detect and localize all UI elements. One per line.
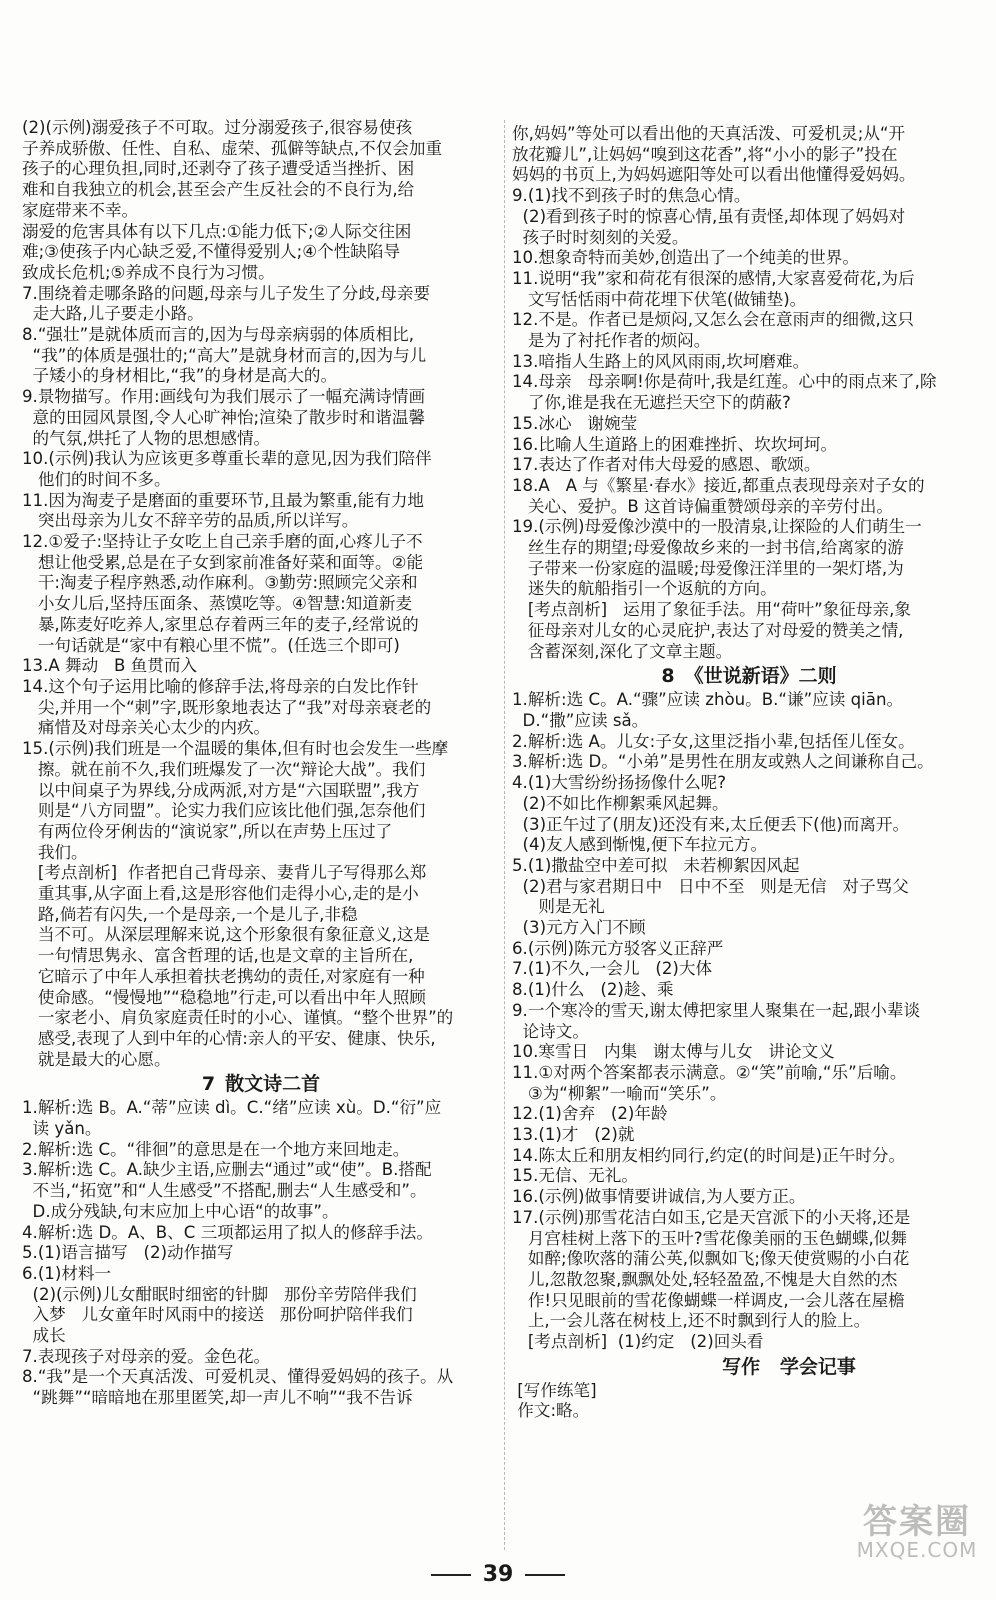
text-line: 使命感。“慢慢地”“稳稳地”行走,可以看出中年人照顾 — [22, 987, 426, 1007]
text-line: 6.(1)材料一 — [22, 1263, 112, 1283]
text-line: (2)(示例)儿女酣眠时细密的针脚 那份辛劳陪伴我们 — [22, 1284, 417, 1304]
text-line: 它暗示了中年人承担着扶老携幼的责任,对家庭有一种 — [22, 966, 425, 986]
text-line: [考点剖析] 作者把自己背母亲、妻背儿子写得那么郑 — [22, 863, 427, 883]
text-line: 9.一个寒冷的雪天,谢太傅把家里人聚集在一起,跟小辈谈 — [512, 1000, 921, 1020]
text-line: 感受,表现了人到中年的心情:亲人的平安、健康、快乐, — [22, 1028, 436, 1048]
text-line: 18.A A 与《繁星·春水》接近,都重点表现母亲对子女的 — [512, 475, 925, 495]
section-number: 7 — [201, 1073, 216, 1096]
text-line: 作!只见眼前的雪花像蝴蝶一样调皮,一会儿落在屋檐 — [512, 1290, 905, 1310]
text-line: 6.(示例)陈元方驳客义正辞严 — [512, 938, 724, 958]
writing-heading — [592, 1354, 986, 1380]
text-line: 致成长危机;⑤养成不良行为习惯。 — [22, 262, 275, 282]
text-line: 如醉;像吹落的蒲公英,似飘如飞;像天使赏赐的小白花 — [512, 1249, 910, 1269]
text-line: 征母亲对儿女的心灵庇护,表达了对母爱的赞美之情, — [512, 620, 904, 640]
text-line: 1.解析:选 C。A.“骤”应读 zhòu。B.“谦”应读 qiān。 — [512, 690, 904, 710]
text-line: 意的田园风景图,令人心旷神怡;渲染了散步时和谐温馨 — [22, 407, 426, 427]
text-line: 10.寒雪日 内集 谢太傅与儿女 讲论文义 — [512, 1042, 835, 1062]
text-line: 19.(示例)母爱像沙漠中的一股清泉,让探险的人们萌生一 — [512, 517, 922, 537]
text-line: 路,倘若有闪失,一个是母亲,一个是儿子,非稳 — [22, 904, 358, 924]
text-line: 16.(示例)做事情要讲诚信,为人要方正。 — [512, 1187, 806, 1207]
text-line: 痛惜及对母亲关心太少的内疚。 — [22, 718, 271, 738]
text-line: 则是无礼 — [512, 897, 605, 917]
text-line: 11.①对两个答案都表示满意。②“笑”前喻,“乐”后喻。 — [512, 1062, 907, 1082]
text-line: 15.冰心 谢婉莹 — [512, 413, 638, 433]
page-footer — [0, 1562, 996, 1587]
text-line: 12.不是。作者已是烦闷,又怎么会在意雨声的细微,这只 — [512, 310, 915, 330]
text-line: (2)不如比作柳絮乘风起舞。 — [512, 793, 729, 813]
text-line: 溺爱的危害具体有以下几点:①能力低下;②人际交往困 — [22, 221, 412, 241]
right-answers-section-8 — [512, 690, 986, 1353]
section-heading-7 — [22, 1071, 500, 1097]
text-line: 13.A 舞动 B 鱼贯而入 — [22, 656, 198, 676]
text-line: 10.(示例)我认为应该更多尊重长辈的意见,因为我们陪伴 — [22, 449, 432, 469]
text-line: [写作练笔] — [512, 1380, 597, 1400]
text-line: 一家老小、肩负家庭责任时的小心、谨慎。“整个世界”的 — [22, 1008, 454, 1028]
left-answers-section-7 — [22, 1098, 500, 1409]
text-line: 孩子的心理负担,同时,还剥夺了孩子遭受适当挫折、困 — [22, 159, 415, 179]
writing-title: 写作 学会记事 — [722, 1355, 856, 1378]
text-line: 一句情思隽永、富含哲理的话,也是文章的主旨所在, — [22, 946, 414, 966]
text-line: 小女儿后,坚持压面条、蒸馍吃等。④智慧:知道新麦 — [22, 594, 413, 614]
text-line: 妈妈的书页上,为妈妈遮阳等处可以看出他懂得爱妈妈。 — [512, 165, 916, 185]
text-line: 3.解析:选 C。A.缺少主语,应删去“通过”或“使”。B.搭配 — [22, 1160, 432, 1180]
text-line: 17.(示例)那雪花洁白如玉,它是天宫派下的小天将,还是 — [512, 1207, 911, 1227]
text-line: [考点剖析] 运用了象征手法。用“荷叶”象征母亲,象 — [512, 600, 911, 620]
text-line: 9.(1)找不到孩子时的焦急心情。 — [512, 186, 751, 206]
watermark-line1: 答案圈 — [863, 1502, 971, 1542]
text-line: 子带来一份家庭的温暖;母爱像汪洋里的一架灯塔,为 — [512, 558, 904, 578]
section-number: 8 — [661, 665, 675, 688]
page-number: 39 — [482, 1562, 514, 1587]
watermark-line2: MXQE.COM — [856, 1538, 978, 1562]
text-line: 走大路,儿子要走小路。 — [22, 304, 204, 324]
text-line: 文写恬恬雨中荷花埋下伏笔(做铺垫)。 — [512, 289, 807, 309]
text-line: 2.解析:选 A。儿女:子女,这里泛指小辈,包括侄儿侄女。 — [512, 731, 915, 751]
text-line: 想让他受累,总是在子女到家前准备好菜和面等。②能 — [22, 552, 424, 572]
text-line: (2)看到孩子时的惊喜心情,虽有责怪,却体现了妈妈对 — [512, 206, 906, 226]
text-line: 8.“强壮”是就体质而言的,因为与母亲病弱的体质相比, — [22, 325, 415, 345]
text-line: 11.因为淘麦子是磨面的重要环节,且最为繁重,能有力地 — [22, 490, 425, 510]
section-title: 《世说新语》二则 — [684, 665, 837, 688]
text-line: 是为了衬托作者的烦闷。 — [512, 331, 711, 351]
text-line: 含蓄深刻,深化了文章主题。 — [512, 641, 733, 661]
text-line: ③为“柳絮”一喻而“笑乐”。 — [512, 1083, 727, 1103]
text-line: 13.喑指人生路上的风风雨雨,坎坷磨难。 — [512, 351, 810, 371]
text-line: (2)君与家君期日中 日中不至 则是无信 对子骂父 — [512, 876, 909, 896]
text-line: 8.(1)什么 (2)趁、乘 — [512, 980, 674, 1000]
text-line: 7.围绕着走哪条路的问题,母亲与儿子发生了分歧,母亲要 — [22, 283, 431, 303]
text-line: 作文:略。 — [512, 1401, 590, 1421]
section-heading-8 — [512, 663, 986, 689]
text-line: 擦。就在前不久,我们班爆发了一次“辩论大战”。我们 — [22, 759, 426, 779]
text-line: 5.(1)语言描写 (2)动作描写 — [22, 1243, 234, 1263]
text-line: 7.表现孩子对母亲的爱。金色花。 — [22, 1346, 271, 1366]
text-line: 有两位伶牙俐齿的“演说家”,所以在声势上压过了 — [22, 821, 393, 841]
right-answers — [512, 124, 986, 662]
text-line: 则是“八方同盟”。论实力我们应该比他们强,怎奈他们 — [22, 801, 426, 821]
text-line: 干:淘麦子程序熟悉,动作麻利。③勤劳:照顾完父亲和 — [22, 573, 418, 593]
text-line: 难;③使孩子内心缺乏爱,不懂得爱别人;④个性缺陷导 — [22, 242, 401, 262]
section-title: 散文诗二首 — [225, 1073, 321, 1096]
text-line: 尖,并用一个“刺”字,既形象地表达了“我”对母亲衰老的 — [22, 697, 432, 717]
text-line: 9.景物描写。作用:画线句为我们展示了一幅充满诗情画 — [22, 387, 426, 407]
text-line: 子矮小的身材相比,“我”的身材是高大的。 — [22, 366, 338, 386]
left-answers — [22, 118, 500, 1070]
writing-practice — [512, 1381, 986, 1422]
text-line: 8.“我”是一个天真活泼、可爱机灵、懂得爱妈妈的孩子。从 — [22, 1367, 454, 1387]
text-line: 我们。 — [22, 842, 88, 862]
text-line: D.“撒”应读 sǎ。 — [512, 710, 649, 730]
footer-dash-right — [525, 1574, 565, 1576]
text-line: 14.这个句子运用比喻的修辞手法,将母亲的白发比作针 — [22, 676, 419, 696]
text-line: 2.解析:选 C。“徘徊”的意思是在一个地方来回地走。 — [22, 1139, 410, 1159]
text-line: 以中间桌子为界线,分成两派,对方是“六国联盟”,我方 — [22, 780, 420, 800]
text-line: 月宫桂树上落下的玉叶?雪花像美丽的玉色蝴蝶,似舞 — [512, 1228, 907, 1248]
text-line: 的气氛,烘托了人物的思想感情。 — [22, 428, 271, 448]
text-line: 14.母亲 母亲啊!你是荷叶,我是红莲。心中的雨点来了,除 — [512, 372, 937, 392]
text-line: (3)元方入门不顾 — [512, 918, 646, 938]
text-line: 不当,“拓宽”和“人生感受”不搭配,删去“人生感受和”。 — [22, 1181, 427, 1201]
watermark-logo — [852, 1502, 982, 1588]
text-line: 重其事,从字面上看,这是形容他们走得小心,走的是小 — [22, 884, 419, 904]
text-line: 12.①爱子:坚持让子女吃上自己亲手磨的面,心疼儿子不 — [22, 532, 423, 552]
text-line: 暴,陈麦好吃养人,家里总存着两三年的麦子,经常说的 — [22, 614, 419, 634]
text-line: 难和自我独立的机会,甚至会产生反社会的不良行为,给 — [22, 180, 415, 200]
text-line: 成长 — [22, 1326, 66, 1346]
text-line: 5.(1)撒盐空中差可拟 未若柳絮因风起 — [512, 855, 800, 875]
column-divider — [504, 120, 506, 1550]
text-line: 读 yǎn。 — [22, 1119, 102, 1139]
text-line: 迷失的航船指引一个返航的方向。 — [512, 579, 777, 599]
text-line: 他们的时间不多。 — [22, 469, 171, 489]
text-line: 12.(1)舍弃 (2)年龄 — [512, 1104, 668, 1124]
text-line: 14.陈太丘和朋友相约同行,约定(的时间是)正午时分。 — [512, 1145, 906, 1165]
text-line: 孩子时时刻刻的关爱。 — [512, 227, 689, 247]
text-line: “跳舞”“暗暗地在那里匿笑,却一声儿不响”“我不告诉 — [22, 1388, 413, 1408]
text-line: 就是最大的心愿。 — [22, 1049, 171, 1069]
text-line: 突出母亲为儿女不辞辛劳的品质,所以详写。 — [22, 511, 359, 531]
text-line: 儿,忽散忽聚,飘飘处处,轻轻盈盈,不愧是大自然的杰 — [512, 1269, 898, 1289]
text-line: 4.解析:选 D。A、B、C 三项都运用了拟人的修辞手法。 — [22, 1222, 433, 1242]
text-line: 放花瓣儿”,让妈妈“嗅到这花香”,将“小小的影子”投在 — [512, 144, 898, 164]
text-line: 了你,谁是我在无遮拦天空下的荫蔽? — [512, 393, 791, 413]
text-line: 10.想象奇特而美妙,创造出了一个纯美的世界。 — [512, 248, 859, 268]
text-line: 15.无信、无礼。 — [512, 1166, 638, 1186]
text-line: 入梦 儿女童年时风雨中的接送 那份呵护陪伴我们 — [22, 1305, 413, 1325]
text-line: D.成分残缺,句末应加上中心语“的故事”。 — [22, 1201, 339, 1221]
text-line: 论诗文。 — [512, 1021, 589, 1041]
text-line: 子养成骄傲、任性、自私、虚荣、孤僻等缺点,不仅会加重 — [22, 138, 443, 158]
text-line: 1.解析:选 B。A.“蒂”应读 dì。C.“绪”应读 xù。D.“衍”应 — [22, 1098, 442, 1118]
text-line: 17.表达了作者对伟大母爱的感恩、歌颂。 — [512, 455, 821, 475]
text-line: (3)正午过了(朋友)还没有来,太丘便丢下(他)而离开。 — [512, 814, 910, 834]
text-line: 你,妈妈”等处可以看出他的天真活泼、可爱机灵;从“开 — [512, 124, 906, 143]
text-line: 15.(示例)我们班是一个温暖的集体,但有时也会发生一些摩 — [22, 739, 449, 759]
text-line: (4)友人感到惭愧,便下车拉元方。 — [512, 835, 768, 855]
text-line: 3.解析:选 D。“小弟”是男性在朋友或熟人之间谦称自己。 — [512, 752, 934, 772]
left-column — [22, 118, 500, 1540]
text-line: 7.(1)不久,一会儿 (2)大体 — [512, 959, 713, 979]
text-line: 丝生存的期望;母爱像故乡来的一封书信,给离家的游 — [512, 538, 904, 558]
text-line: 4.(1)大雪纷纷扬扬像什么呢? — [512, 773, 727, 793]
footer-dash-left — [431, 1574, 471, 1576]
text-line: (2)(示例)溺爱孩子不可取。过分溺爱孩子,很容易使孩 — [22, 118, 413, 137]
right-column — [512, 124, 986, 1540]
text-line: 16.比喻人生道路上的困难挫折、坎坎坷坷。 — [512, 434, 838, 454]
text-line: 一句话就是“家中有粮心里不慌”。(任选三个即可) — [22, 635, 400, 655]
text-line: 当不可。从深层理解来说,这个形象很有象征意义,这是 — [22, 925, 431, 945]
text-line: 11.说明“我”家和荷花有很深的感情,大家喜爱荷花,为后 — [512, 268, 915, 288]
text-line: 13.(1)才 (2)就 — [512, 1125, 635, 1145]
text-line: [考点剖析] (1)约定 (2)回头看 — [512, 1332, 764, 1352]
text-line: 关心、爱护。B 这首诗偏重赞颂母亲的辛劳付出。 — [512, 496, 893, 516]
text-line: 上,一会儿落在树枝上,还不时飘到行人的脸上。 — [512, 1311, 871, 1331]
text-line: “我”的体质是强壮的;“高大”是就身材而言的,因为与儿 — [22, 345, 427, 365]
text-line: 家庭带来不幸。 — [22, 200, 139, 220]
